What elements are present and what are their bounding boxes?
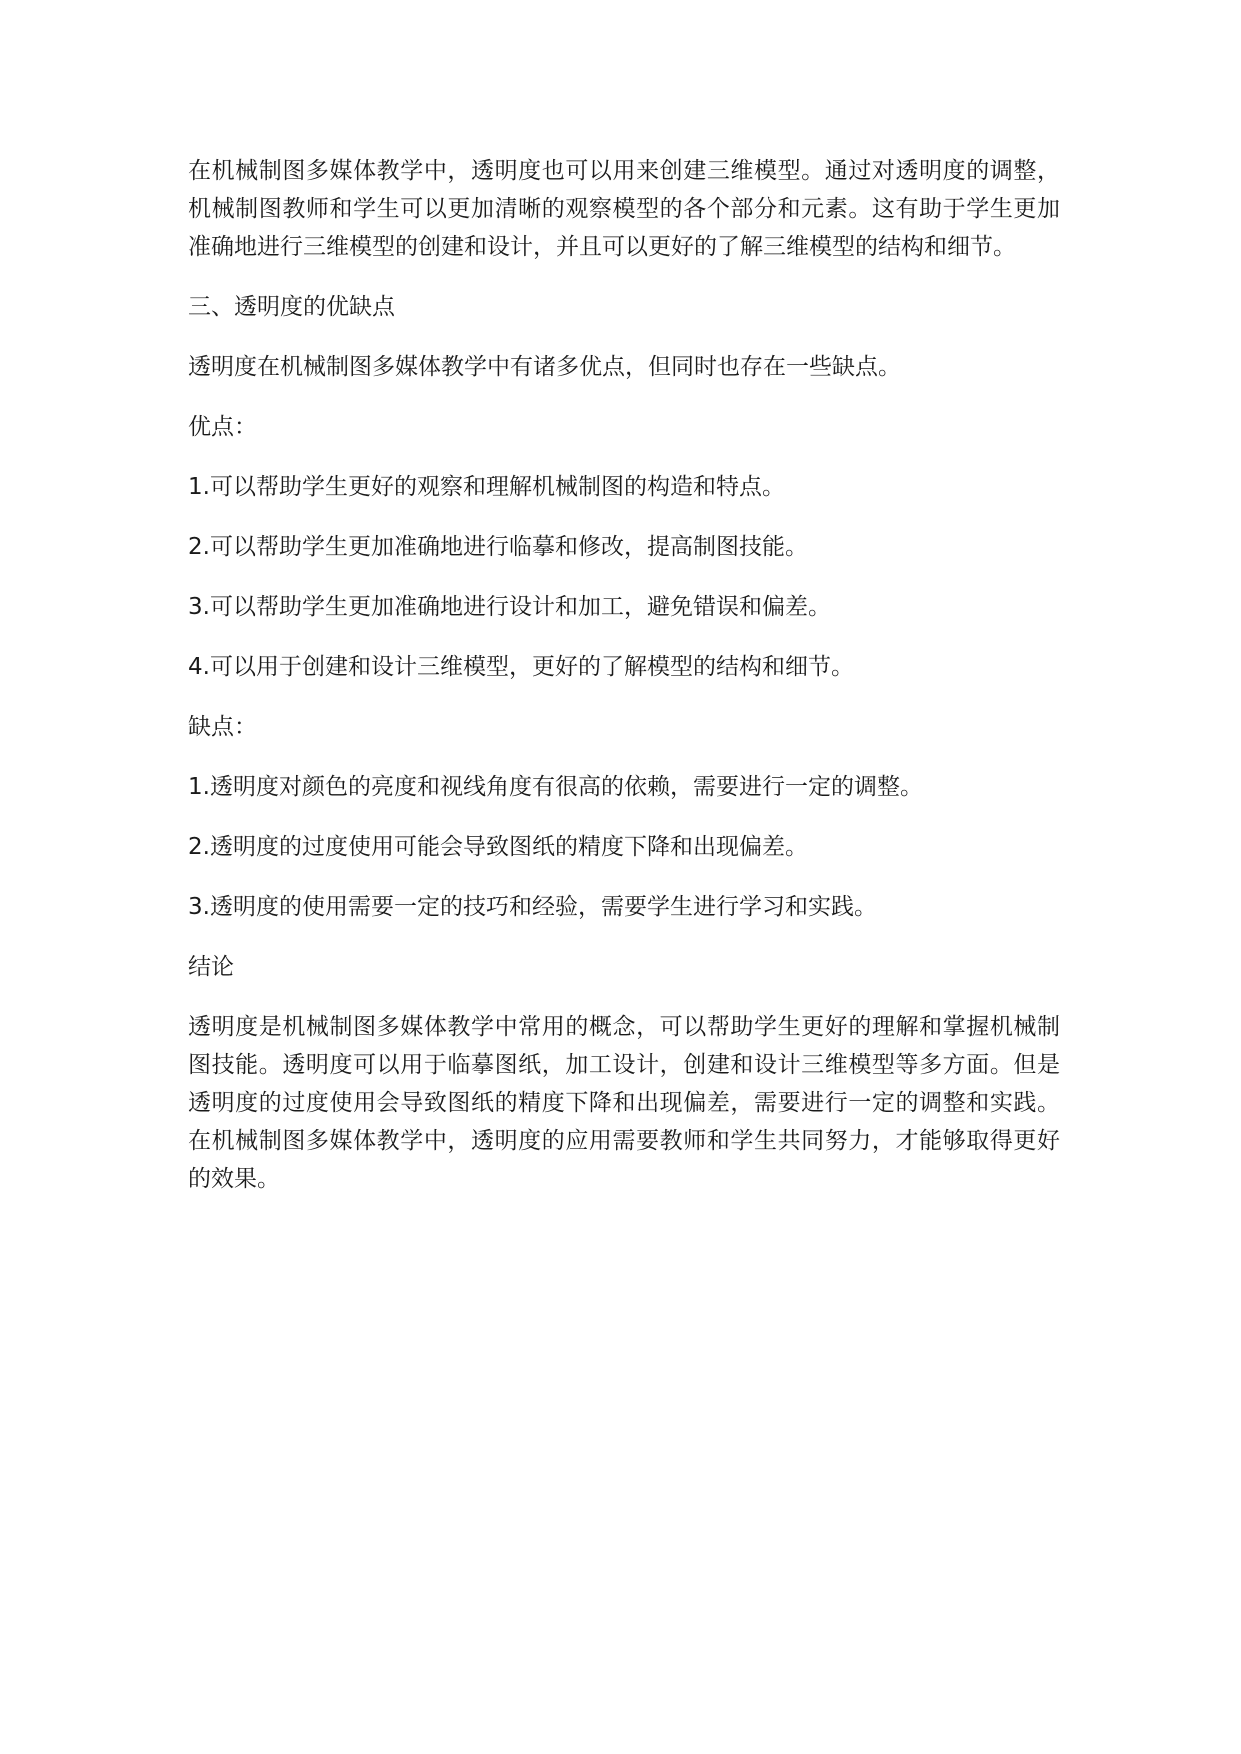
label-advantages: 优点： [188, 414, 257, 440]
disadvantage-item-3: 3.透明度的使用需要一定的技巧和经验，需要学生进行学习和实践。 [188, 894, 877, 920]
label-disadvantages: 缺点： [188, 714, 257, 740]
advantage-item-2: 2.可以帮助学生更加准确地进行临摹和修改，提高制图技能。 [188, 534, 808, 560]
advantage-item-1: 1.可以帮助学生更好的观察和理解机械制图的构造和特点。 [188, 474, 785, 500]
disadvantage-item-1: 1.透明度对颜色的亮度和视线角度有很高的依赖，需要进行一定的调整。 [188, 774, 923, 800]
disadvantage-item-2: 2.透明度的过度使用可能会导致图纸的精度下降和出现偏差。 [188, 834, 808, 860]
advantage-item-4: 4.可以用于创建和设计三维模型，更好的了解模型的结构和细节。 [188, 654, 854, 680]
paragraph-3d-model: 在机械制图多媒体教学中，透明度也可以用来创建三维模型。通过对透明度的调整，机械制图教师和学生可以更加清晰的观察模型的各个部分和元素。这有助于学生更加准确地进行三维模型的创建和设计，并且可以更好的了解三维模型的结构和细节。 [188, 158, 1060, 260]
paragraph-pros-cons-intro: 透明度在机械制图多媒体教学中有诸多优点，但同时也存在一些缺点。 [188, 354, 901, 380]
document-body [188, 152, 1060, 1220]
advantage-item-3: 3.可以帮助学生更加准确地进行设计和加工，避免错误和偏差。 [188, 594, 831, 620]
paragraph-conclusion: 透明度是机械制图多媒体教学中常用的概念，可以帮助学生更好的理解和掌握机械制图技能。透明度可以用于临摹图纸，加工设计，创建和设计三维模型等多方面。但是透明度的过度使用会导致图纸的精度下降和出现偏差，需要进行一定的调整和实践。在机械制图多媒体教学中，透明度的应用需要教师和学生共同努力，才能够取得更好的效果。 [188, 1014, 1060, 1192]
section-heading-pros-cons: 三、透明度的优缺点 [188, 294, 395, 320]
section-heading-conclusion: 结论 [188, 954, 234, 980]
